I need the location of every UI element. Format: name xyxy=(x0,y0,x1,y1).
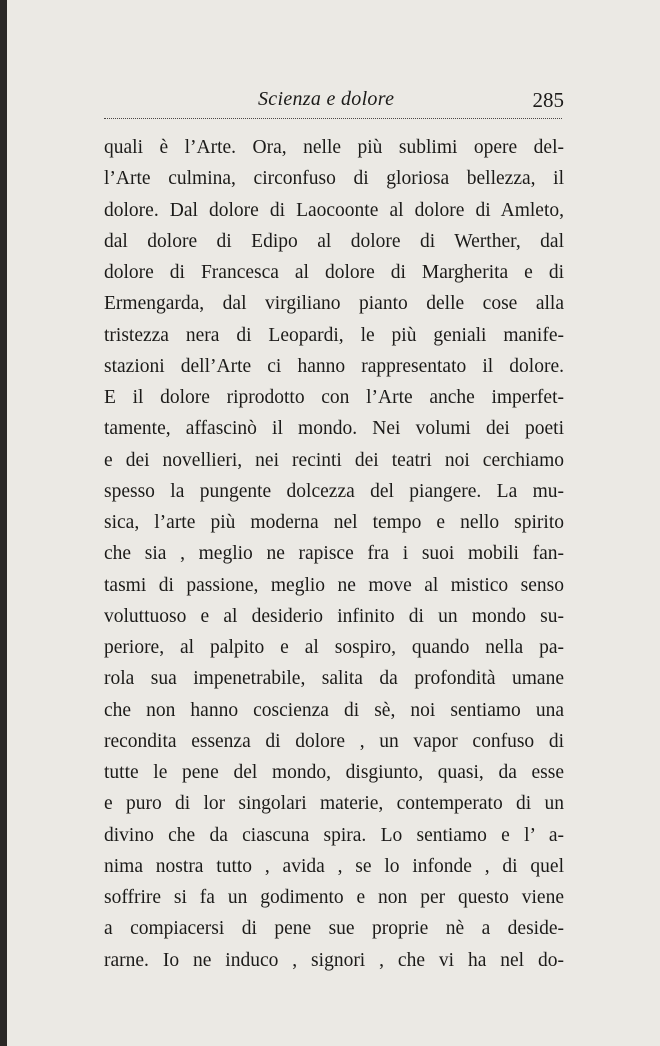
body-text xyxy=(104,132,564,976)
text-line: E il dolore riprodotto con l’Arte anche imperfet- xyxy=(104,387,564,408)
text-line: dolore di Francesca al dolore di Margherita e di xyxy=(104,262,564,283)
text-line: rarne. Io ne induco , signori , che vi ha nel do- xyxy=(104,949,564,971)
text-line: rola sua impenetrabile, salita da profondità umane xyxy=(104,668,564,690)
text-line: tristezza nera di Leopardi, le più geniali manife- xyxy=(104,324,564,346)
text-line: e dei novellieri, nei recinti dei teatri noi cerchiamo xyxy=(104,449,564,471)
text-line: Ermengarda, dal virgiliano pianto delle cose alla xyxy=(104,293,564,315)
text-line: e puro di lor singolari materie, contemperato di un xyxy=(104,793,564,815)
text-line: recondita essenza di dolore , un vapor confuso di xyxy=(104,730,564,752)
text-line: dal dolore di Edipo al dolore di Werther, dal xyxy=(104,230,564,252)
text-line: nima nostra tutto , avida , se lo infonde , di quel xyxy=(104,855,564,877)
text-line: tamente, affascinò il mondo. Nei volumi dei poeti xyxy=(104,418,564,440)
text-line: voluttuoso e al desiderio infinito di un mondo su- xyxy=(104,605,564,627)
text-line: tasmi di passione, meglio ne move al mistico senso xyxy=(104,574,564,596)
page-number: 285 xyxy=(532,88,564,112)
text-line: spesso la pungente dolcezza del piangere. La mu- xyxy=(104,480,564,502)
text-line: dolore. Dal dolore di Laocoonte al dolore di Amleto, xyxy=(104,199,564,221)
text-line: sica, l’arte più moderna nel tempo e nello spirito xyxy=(104,512,564,533)
text-line: divino che da ciascuna spira. Lo sentiamo e l’ a- xyxy=(104,824,564,846)
text-line: quali è l’Arte. Ora, nelle più sublimi opere del- xyxy=(104,137,564,158)
text-line: che sia , meglio ne rapisce fra i suoi mobili fan- xyxy=(104,543,564,565)
page-binding-edge xyxy=(0,0,7,1046)
text-line: soffrire si fa un godimento e non per questo viene xyxy=(104,887,564,908)
text-line: periore, al palpito e al sospiro, quando nella pa- xyxy=(104,637,564,658)
text-line: l’Arte culmina, circonfuso di gloriosa bellezza, il xyxy=(104,168,564,190)
text-line: stazioni dell’Arte ci hanno rappresentato il dolore. xyxy=(104,355,564,377)
text-line: che non hanno coscienza di sè, noi sentiamo una xyxy=(104,699,564,721)
header-rule xyxy=(104,118,562,119)
running-title: Scienza e dolore xyxy=(258,88,395,110)
text-line: a compiacersi di pene sue proprie nè a deside- xyxy=(104,918,564,940)
running-header xyxy=(104,84,564,114)
text-line: tutte le pene del mondo, disgiunto, quasi, da esse xyxy=(104,762,564,783)
